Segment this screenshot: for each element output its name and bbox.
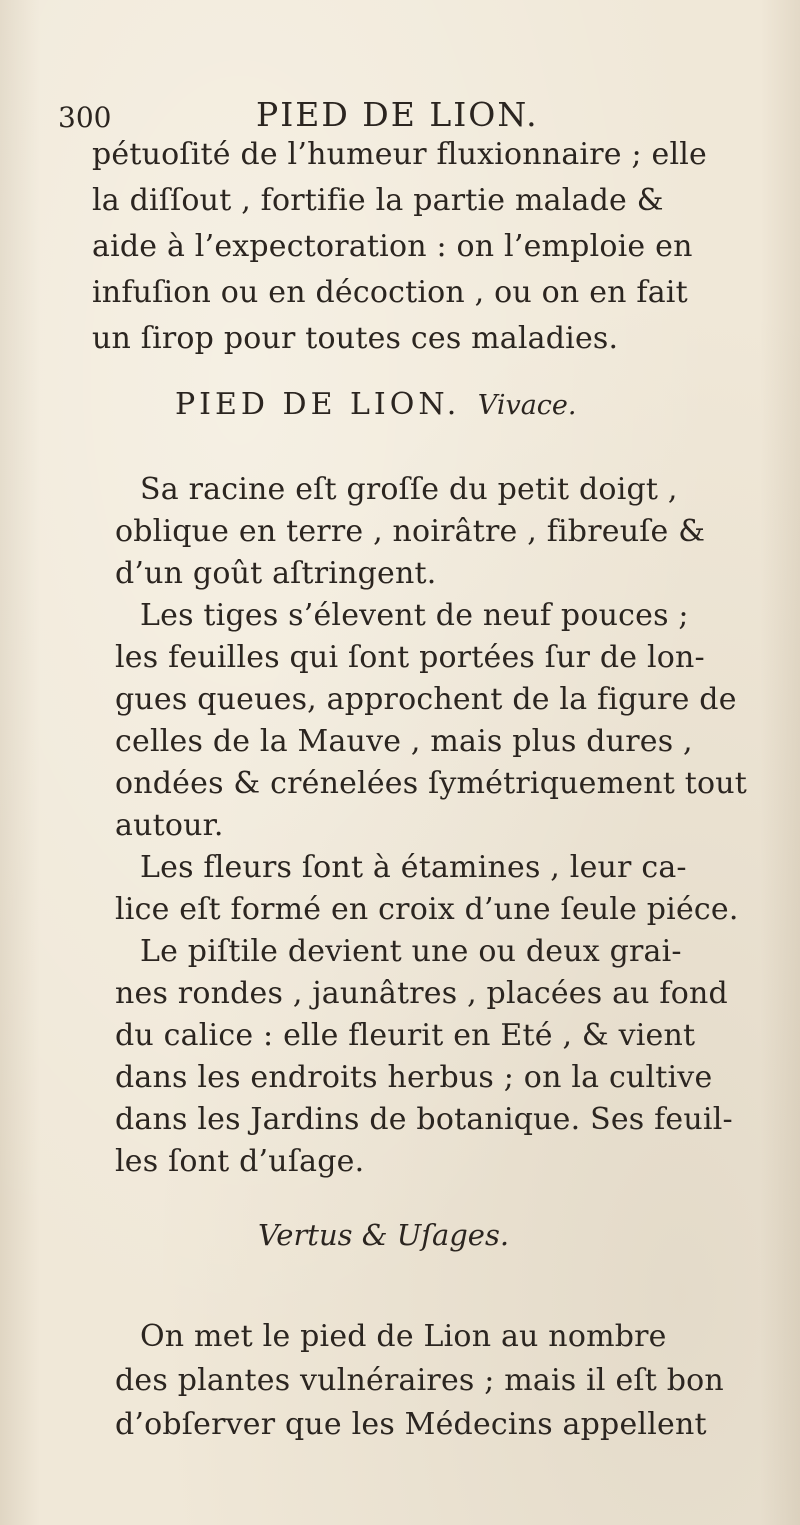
text-line: On met le pied de Lion au nombre <box>140 1319 667 1354</box>
page-number: 300 <box>58 101 112 134</box>
text-line: lice eſt formé en croix d’une ſeule piéce. <box>115 892 739 927</box>
text-line: d’obſerver que les Médecins appellent <box>115 1407 707 1442</box>
text-line: des plantes vulnéraires ; mais il eſt bon <box>115 1363 724 1398</box>
text-line: Les tiges s’élevent de neuf pouces ; <box>140 598 689 633</box>
text-line: nes rondes , jaunâtres , placées au fond <box>115 976 728 1011</box>
text-line: les feuilles qui ſont portées ſur de lon- <box>115 640 705 675</box>
section-title <box>175 387 577 422</box>
text-line: ondées & crénelées ſymétriquement tout <box>115 766 748 801</box>
text-line: du calice : elle fleurit en Eté , & vient <box>115 1018 696 1053</box>
text-line: dans les Jardins de botanique. Ses feuil- <box>115 1102 733 1137</box>
text-line: pétuoſité de l’humeur fluxionnaire ; elle <box>92 137 707 172</box>
section-tag: Vivace. <box>477 390 577 421</box>
text-line: infuſion ou en décoction , ou on en fait <box>92 275 688 310</box>
text-line: gues queues, approchent de la figure de <box>115 682 737 717</box>
page-header <box>58 95 778 135</box>
text-line: d’un goût aſtringent. <box>115 556 437 591</box>
text-line: la diſſout , fortifie la partie malade & <box>92 183 664 218</box>
text-line: Les fleurs ſont à étamines , leur ca- <box>140 850 687 885</box>
text-line: un ſirop pour toutes ces maladies. <box>92 321 619 356</box>
text-line: oblique en terre , noirâtre , fibreuſe & <box>115 514 706 549</box>
section-title-text: PIED DE LION. <box>175 387 461 422</box>
text-line: aide à l’expectoration : on l’emploie en <box>92 229 693 264</box>
text-line: les ſont d’uſage. <box>115 1144 365 1179</box>
text-line: dans les endroits herbus ; on la cultive <box>115 1060 713 1095</box>
running-title: PIED DE LION. <box>256 95 539 134</box>
text-line: Le piſtile devient une ou deux grai- <box>140 934 682 969</box>
text-line: autour. <box>115 808 224 843</box>
text-line: celles de la Mauve , mais plus dures , <box>115 724 693 759</box>
subsection-title: Vertus & Uſages. <box>258 1218 510 1252</box>
text-line: Sa racine eſt groſſe du petit doigt , <box>140 472 678 507</box>
